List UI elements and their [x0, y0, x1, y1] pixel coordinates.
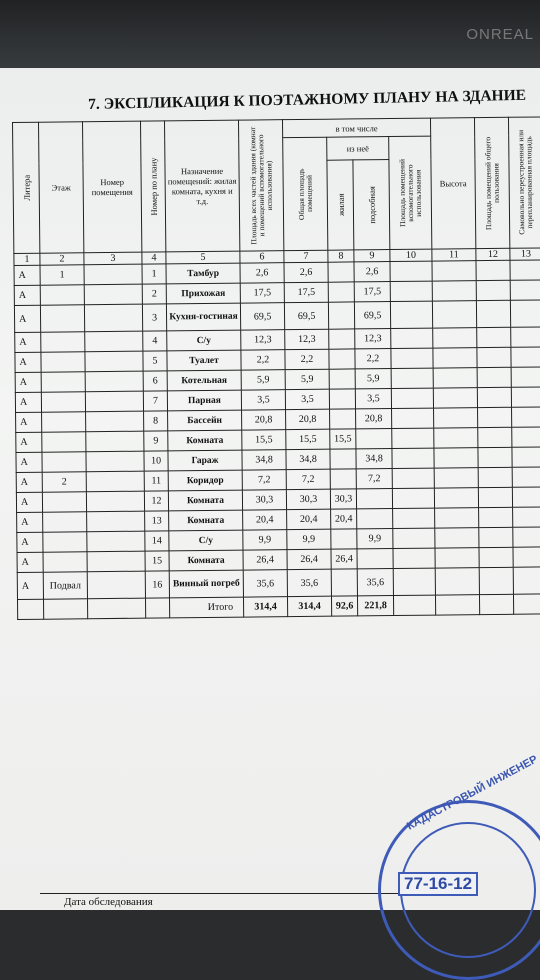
total-area-all: 314,4 — [243, 597, 287, 617]
cell-area-all: 30,3 — [242, 490, 286, 510]
cell-auxiliary-area: 2,6 — [354, 262, 390, 282]
cell-unauthorized-area — [511, 347, 540, 367]
cell-area-all: 20,4 — [243, 510, 287, 530]
cell-height — [434, 408, 478, 428]
cell-common-area — [478, 407, 512, 427]
cell-living-area — [330, 469, 356, 489]
cell-room-purpose: Кухня-гостиная — [166, 303, 240, 331]
header-purpose: Назначение помещений: жилая комната, кухня и т.д. — [164, 120, 239, 252]
cell-litera: А — [15, 352, 41, 372]
cell-aux-use — [391, 368, 433, 388]
cell-unauthorized-area — [512, 447, 540, 467]
cell-auxiliary-area — [356, 489, 392, 509]
cell-area-all: 20,8 — [242, 410, 286, 430]
cell-unauthorized-area — [513, 567, 540, 594]
total-label: Итого — [169, 597, 243, 618]
cell-living-area — [328, 262, 354, 282]
column-number: 5 — [166, 251, 240, 264]
cell-unauthorized-area — [511, 327, 540, 347]
cell-area-all: 17,5 — [240, 283, 284, 303]
cell-room-purpose: Прихожая — [166, 283, 240, 304]
cell-room-purpose: Бассейн — [168, 410, 242, 431]
header-height: Высота — [430, 118, 475, 249]
cell-litera: А — [17, 512, 43, 532]
header-in-that: в том числе — [282, 118, 430, 138]
cell-area-all: 35,6 — [243, 570, 287, 597]
cell-plan-number: 1 — [142, 264, 166, 284]
cell-plan-number: 11 — [144, 471, 168, 491]
cell-total-area: 3,5 — [285, 389, 329, 409]
cell-aux-use — [392, 488, 434, 508]
column-number: 4 — [142, 252, 166, 264]
cell-floor — [41, 392, 85, 412]
cell-auxiliary-area — [357, 509, 393, 529]
cell-total-area: 2,6 — [284, 262, 328, 282]
cell-floor — [40, 285, 84, 305]
cell-litera: А — [15, 332, 41, 352]
cell-area-all: 15,5 — [242, 430, 286, 450]
cell-room-purpose: С/у — [167, 330, 241, 351]
cell-unauthorized-area — [513, 527, 540, 547]
cell-litera: А — [17, 532, 43, 552]
watermark: ONREAL — [466, 26, 534, 43]
header-litera: Литера — [13, 122, 40, 253]
header-area-all: Площадь всех частей здания (комнат и помещений вспомогательного использования) — [238, 120, 283, 251]
cell-unauthorized-area — [512, 407, 540, 427]
cell-room-purpose: Парная — [167, 390, 241, 411]
cell-living-area — [328, 282, 354, 302]
column-number: 1 — [14, 253, 40, 265]
cell-room-number — [84, 304, 142, 332]
cell-living-area: 26,4 — [331, 549, 357, 569]
cell-area-all: 7,2 — [242, 470, 286, 490]
cell-total-area: 69,5 — [284, 302, 328, 329]
cell-height — [434, 488, 478, 508]
cell-aux-use — [390, 281, 432, 301]
cell-room-number — [84, 284, 142, 305]
cell-living-area — [328, 302, 354, 329]
cell-common-area — [478, 487, 512, 507]
cell-area-all: 2,6 — [240, 263, 284, 283]
cell-auxiliary-area: 9,9 — [357, 529, 393, 549]
column-number: 7 — [284, 250, 328, 262]
cell-room-purpose: Комната — [168, 490, 242, 511]
column-number: 12 — [476, 248, 510, 260]
cell-unauthorized-area — [510, 260, 540, 280]
cell-plan-number: 9 — [144, 431, 168, 451]
header-auxiliary: подсобная — [353, 160, 390, 250]
cell-floor — [42, 452, 86, 472]
cell-height — [433, 388, 477, 408]
cell-total-area: 7,2 — [286, 469, 330, 489]
cell-room-number — [84, 264, 142, 285]
cell-area-all: 5,9 — [241, 370, 285, 390]
cell-common-area — [478, 427, 512, 447]
cell-living-area: 20,4 — [331, 509, 357, 529]
cell-room-purpose: Туалет — [167, 350, 241, 371]
cell-aux-use — [391, 328, 433, 348]
cell-auxiliary-area: 7,2 — [356, 469, 392, 489]
cell-floor — [42, 432, 86, 452]
cell-litera: А — [16, 492, 42, 512]
cell-living-area — [329, 329, 355, 349]
cell-living-area — [329, 389, 355, 409]
document-title: 7. ЭКСПЛИКАЦИЯ К ПОЭТАЖНОМУ ПЛАНУ НА ЗДАНИЕ — [88, 86, 527, 113]
cell-aux-use — [390, 301, 432, 328]
cell-common-area — [478, 467, 512, 487]
cell-living-area — [331, 529, 357, 549]
cell-common-area — [477, 387, 511, 407]
cell-litera: А — [17, 572, 43, 599]
cell-floor: 2 — [42, 472, 86, 492]
cell-height — [432, 301, 476, 328]
cell-auxiliary-area: 2,2 — [355, 349, 391, 369]
cell-auxiliary-area: 12,3 — [355, 329, 391, 349]
cell-plan-number: 12 — [144, 491, 168, 511]
cell-height — [435, 568, 479, 595]
cell-floor — [41, 372, 85, 392]
cell-height — [435, 508, 479, 528]
cell-floor — [42, 412, 86, 432]
cell-plan-number: 7 — [143, 391, 167, 411]
cell-litera: А — [16, 432, 42, 452]
photo-background-top — [0, 0, 540, 72]
cell-total-area: 12,3 — [285, 329, 329, 349]
cell-height — [435, 548, 479, 568]
cell-room-number — [86, 451, 144, 472]
cell-aux-use — [393, 508, 435, 528]
cell-room-number — [86, 411, 144, 432]
stamp-number: 77-16-12 — [398, 872, 478, 896]
cell-unauthorized-area — [511, 367, 540, 387]
column-number: 3 — [84, 252, 142, 265]
cell-common-area — [476, 280, 510, 300]
cell-auxiliary-area: 17,5 — [354, 282, 390, 302]
cell-aux-use — [393, 548, 435, 568]
cell-litera: А — [14, 285, 40, 305]
cell-room-purpose: С/у — [169, 530, 243, 551]
cell-total-area: 30,3 — [286, 489, 330, 509]
cell-room-number — [86, 431, 144, 452]
cell-living-area: 15,5 — [330, 429, 356, 449]
cell-floor: 1 — [40, 265, 84, 285]
cell-aux-use — [393, 568, 435, 595]
cell-auxiliary-area: 34,8 — [356, 449, 392, 469]
cell-room-number — [87, 571, 145, 599]
cell-aux-use — [390, 261, 432, 281]
cell-unauthorized-area — [513, 547, 540, 567]
cell-height — [432, 261, 476, 281]
cell-room-purpose: Комната — [168, 430, 242, 451]
explication-table — [12, 116, 540, 620]
cell-unauthorized-area — [511, 387, 540, 407]
cell-aux-use — [392, 408, 434, 428]
cell-room-number — [87, 511, 145, 532]
stamp-text: КАДАСТРОВЫЙ ИНЖЕНЕР — [405, 753, 540, 833]
cell-plan-number: 2 — [142, 284, 166, 304]
cell-auxiliary-area: 35,6 — [357, 569, 393, 596]
explication-table-wrapper — [12, 116, 540, 620]
cell-plan-number: 5 — [143, 351, 167, 371]
cell-room-purpose: Коридор — [168, 470, 242, 491]
cell-litera: А — [16, 472, 42, 492]
cell-unauthorized-area — [512, 427, 540, 447]
table-body — [14, 260, 540, 600]
cell-common-area — [479, 507, 513, 527]
cell-plan-number: 13 — [145, 511, 169, 531]
column-number: 2 — [40, 253, 84, 265]
column-number: 6 — [240, 251, 284, 263]
header-common-area: Площадь помещений общего пользования — [474, 117, 509, 248]
cell-common-area — [479, 547, 513, 567]
total-auxiliary: 221,8 — [357, 596, 393, 616]
cell-litera: А — [15, 372, 41, 392]
cell-plan-number: 16 — [145, 571, 169, 598]
cell-living-area: 30,3 — [330, 489, 356, 509]
cell-auxiliary-area: 5,9 — [355, 369, 391, 389]
cell-area-all: 9,9 — [243, 530, 287, 550]
cell-total-area: 9,9 — [287, 529, 331, 549]
cell-living-area — [330, 409, 356, 429]
column-number: 13 — [510, 248, 540, 260]
cell-common-area — [477, 367, 511, 387]
cell-living-area — [331, 569, 357, 596]
cell-auxiliary-area: 3,5 — [355, 389, 391, 409]
cell-room-purpose: Котельная — [167, 370, 241, 391]
cell-room-purpose: Комната — [169, 510, 243, 531]
cell-room-number — [87, 551, 145, 572]
cell-plan-number: 6 — [143, 371, 167, 391]
cell-plan-number: 4 — [143, 331, 167, 351]
table-header — [13, 117, 540, 266]
column-number: 9 — [354, 250, 390, 262]
cell-room-number — [85, 391, 143, 412]
cell-total-area: 20,4 — [287, 509, 331, 529]
cell-aux-use — [393, 528, 435, 548]
cell-total-area: 34,8 — [286, 449, 330, 469]
column-number: 10 — [390, 249, 432, 261]
cell-unauthorized-area — [512, 467, 540, 487]
cell-litera: А — [15, 392, 41, 412]
cell-floor — [42, 492, 86, 512]
cell-room-purpose: Тамбур — [166, 263, 240, 284]
cell-litera: А — [16, 412, 42, 432]
cell-unauthorized-area — [513, 507, 540, 527]
cell-area-all: 3,5 — [241, 390, 285, 410]
cell-unauthorized-area — [510, 280, 540, 300]
cell-living-area — [330, 449, 356, 469]
cell-floor — [41, 352, 85, 372]
cell-unauthorized-area — [510, 300, 540, 327]
column-number: 11 — [432, 249, 476, 261]
cell-common-area — [476, 300, 510, 327]
cell-litera: А — [14, 305, 40, 332]
header-floor: Этаж — [39, 122, 84, 253]
cell-height — [434, 468, 478, 488]
cell-common-area — [479, 567, 513, 594]
cell-height — [433, 328, 477, 348]
header-total-area: Общая площадь помещений — [283, 137, 328, 250]
cell-auxiliary-area: 69,5 — [354, 302, 390, 329]
cell-height — [434, 448, 478, 468]
cell-height — [432, 281, 476, 301]
cell-total-area: 20,8 — [286, 409, 330, 429]
cell-common-area — [477, 347, 511, 367]
survey-date-label: Дата обследования — [64, 896, 153, 908]
cell-auxiliary-area — [357, 549, 393, 569]
cell-litera: А — [16, 452, 42, 472]
cell-area-all: 2,2 — [241, 350, 285, 370]
cell-room-number — [85, 331, 143, 352]
cell-aux-use — [392, 448, 434, 468]
cell-common-area — [479, 527, 513, 547]
cell-common-area — [478, 447, 512, 467]
header-unauthorized-area: Самовольно переустроенная или перепланированная площадь — [508, 117, 540, 248]
cell-area-all: 26,4 — [243, 550, 287, 570]
cell-room-purpose: Комната — [169, 550, 243, 571]
cell-total-area: 26,4 — [287, 549, 331, 569]
cell-auxiliary-area — [356, 429, 392, 449]
cell-plan-number: 15 — [145, 551, 169, 571]
cell-aux-use — [391, 348, 433, 368]
cell-plan-number: 14 — [145, 531, 169, 551]
cell-floor — [41, 332, 85, 352]
cell-aux-use — [392, 468, 434, 488]
cell-floor — [43, 552, 87, 572]
cell-height — [435, 528, 479, 548]
cell-plan-number: 3 — [142, 304, 166, 331]
cell-area-all: 34,8 — [242, 450, 286, 470]
cell-litera: А — [17, 552, 43, 572]
cell-area-all: 12,3 — [241, 330, 285, 350]
header-plan-number: Номер по плану — [140, 121, 165, 252]
cell-unauthorized-area — [512, 487, 540, 507]
cell-floor: Подвал — [43, 572, 87, 599]
total-total-area: 314,4 — [287, 596, 331, 616]
cell-height — [433, 348, 477, 368]
total-living: 92,6 — [331, 596, 357, 616]
cell-floor — [43, 512, 87, 532]
cell-plan-number: 8 — [144, 411, 168, 431]
cell-area-all: 69,5 — [240, 303, 284, 330]
header-living: жилая — [327, 160, 354, 250]
cell-common-area — [476, 260, 510, 280]
cell-litera: А — [14, 265, 40, 285]
cell-room-purpose: Винный погреб — [169, 570, 243, 598]
cell-room-number — [85, 351, 143, 372]
cell-floor — [43, 532, 87, 552]
cell-living-area — [329, 369, 355, 389]
cell-aux-use — [392, 428, 434, 448]
header-of-which: из неё — [327, 137, 389, 161]
header-aux-use: Площадь помещений вспомогательного использования — [389, 136, 432, 249]
cell-room-purpose: Гараж — [168, 450, 242, 471]
column-number: 8 — [328, 250, 354, 262]
cell-floor — [40, 305, 84, 332]
cell-total-area: 15,5 — [286, 429, 330, 449]
cell-aux-use — [391, 388, 433, 408]
cell-room-number — [86, 491, 144, 512]
cell-room-number — [85, 371, 143, 392]
footer-line — [40, 893, 420, 894]
cell-room-number — [87, 531, 145, 552]
cell-living-area — [329, 349, 355, 369]
cell-height — [433, 368, 477, 388]
cell-total-area: 17,5 — [284, 282, 328, 302]
cell-plan-number: 10 — [144, 451, 168, 471]
cell-total-area: 35,6 — [287, 569, 331, 596]
cell-total-area: 2,2 — [285, 349, 329, 369]
header-room-number: Номер помещения — [83, 121, 142, 253]
cell-room-number — [86, 471, 144, 492]
cell-auxiliary-area: 20,8 — [356, 409, 392, 429]
cell-total-area: 5,9 — [285, 369, 329, 389]
cell-height — [434, 428, 478, 448]
cell-common-area — [477, 327, 511, 347]
